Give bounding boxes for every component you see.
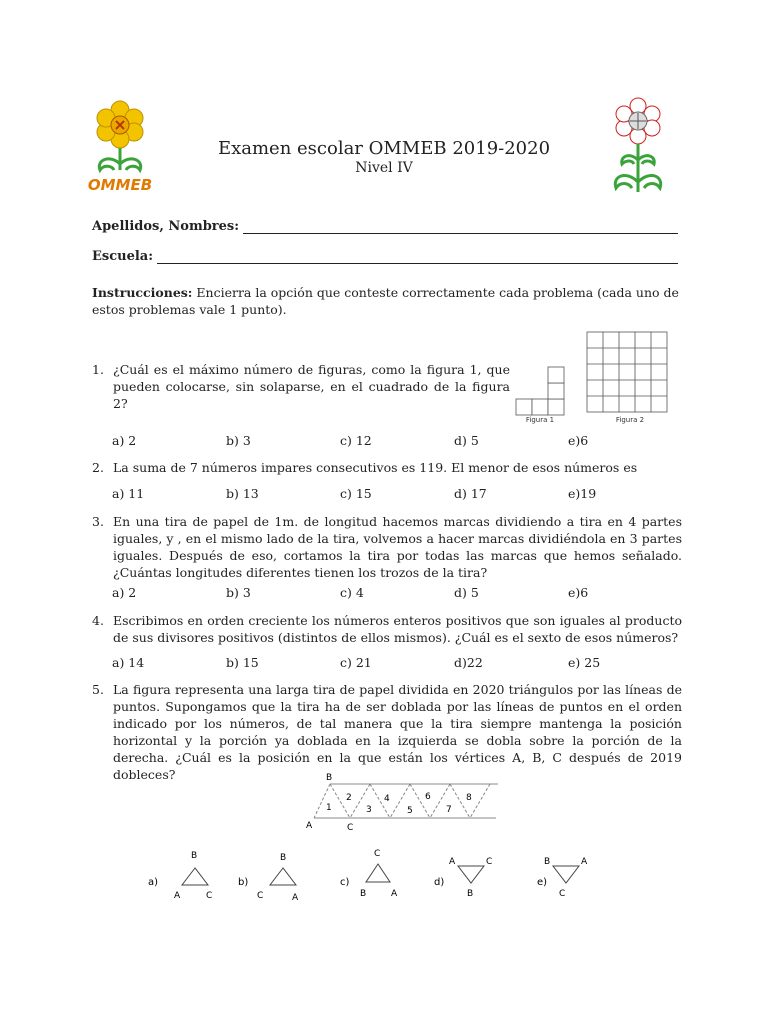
- question-5: [92, 681, 682, 783]
- vertex-label: C: [486, 857, 493, 867]
- option-a[interactable]: a) 2: [112, 433, 137, 448]
- option-a[interactable]: [148, 851, 212, 901]
- school-field[interactable]: [92, 249, 678, 264]
- option-label: e): [537, 877, 548, 888]
- vertex-label: C: [206, 891, 213, 901]
- vertex-label: A: [292, 893, 299, 903]
- question-text: La figura representa una larga tira de papel dividida en 2020 triángulos por las líneas de puntos. Supongamos que la tira ha de ser doblada por las líneas de puntos en el orden indicado por los números, de tal manera que la tira siempre mantenga la posición horizontal y la porción ya doblada en la izquierda se dobla sobre la porción de la derecha. ¿Cuál es la posición en la que están los vértices A, B, C después de 2019 dobleces?: [113, 682, 682, 782]
- vertex-label: A: [449, 857, 456, 867]
- vertex-label: C: [374, 849, 381, 859]
- school-label: Escuela:: [92, 249, 154, 264]
- option-label: a): [148, 877, 159, 888]
- triangle-up: [366, 864, 390, 882]
- option-label: d): [434, 877, 445, 888]
- option-e[interactable]: [537, 857, 588, 899]
- vertex-label: B: [191, 851, 198, 861]
- triangle-up: [182, 868, 208, 885]
- question-text: En una tira de papel de 1m. de longitud hacemos marcas dividiendo a tira en 4 partes iguales, y , en el mismo lado de la tira, volvemos a hacer marcas dividiéndola en 3 partes iguales. Después de eso, cortamos la tira por todas las marcas que hemos señalado. ¿Cuántas longitudes diferentes tienen los trozos de la tira?: [113, 514, 682, 580]
- question-2-options: [112, 486, 682, 501]
- folding-strip-figure: [300, 770, 530, 836]
- instructions: [92, 284, 682, 318]
- strip-number: 8: [466, 793, 472, 803]
- instructions-label: Instrucciones:: [92, 285, 193, 300]
- option-c[interactable]: c) 21: [340, 655, 372, 670]
- question-text: ¿Cuál es el máximo número de figuras, como la figura 1, que pueden colocarse, sin solaparse, en el cuadrado de la figura 2?: [113, 362, 510, 411]
- strip-number: 6: [425, 792, 431, 802]
- question-1-options: [112, 433, 682, 448]
- option-e[interactable]: e)6: [568, 433, 589, 448]
- vertex-label: B: [467, 889, 474, 899]
- option-d[interactable]: d) 17: [454, 486, 487, 501]
- question-3: [92, 513, 682, 581]
- question-number: 4.: [92, 613, 104, 628]
- strip-number: 4: [384, 794, 390, 804]
- option-a[interactable]: a) 2: [112, 585, 137, 600]
- strip-number: 3: [366, 805, 372, 815]
- figure-2-caption: Figura 2: [615, 416, 645, 424]
- option-a[interactable]: a) 11: [112, 486, 145, 501]
- names-label: Apellidos, Nombres:: [92, 219, 240, 234]
- option-d[interactable]: [434, 857, 492, 899]
- option-c[interactable]: [340, 849, 398, 899]
- question-5-answer-options: [140, 844, 600, 904]
- strip-fold-lines: [314, 784, 490, 818]
- option-c[interactable]: c) 12: [340, 433, 372, 448]
- logo-left-text: OMMEB: [88, 176, 152, 194]
- instructions-text: Encierra la opción que conteste correctamente cada problema (cada uno de estos problemas vale 1 punto).: [92, 285, 679, 317]
- question-number: 2.: [92, 460, 104, 475]
- figure-2-grid: [587, 332, 667, 412]
- option-b[interactable]: b) 13: [226, 486, 259, 501]
- strip-number: 2: [346, 793, 352, 803]
- option-c[interactable]: c) 4: [340, 585, 364, 600]
- question-3-options: [112, 585, 682, 600]
- vertex-label: C: [257, 891, 264, 901]
- names-field[interactable]: [92, 219, 678, 234]
- question-1: [92, 361, 510, 412]
- school-line[interactable]: [157, 249, 678, 264]
- option-d[interactable]: d) 5: [454, 433, 479, 448]
- option-b[interactable]: b) 3: [226, 433, 251, 448]
- option-b[interactable]: [238, 853, 299, 903]
- question-2: [92, 459, 682, 476]
- option-e[interactable]: e)19: [568, 486, 597, 501]
- triangle-down: [553, 866, 579, 883]
- vertex-label: B: [544, 857, 551, 867]
- triangle-down: [458, 866, 484, 883]
- strip-vertex-b: B: [326, 773, 333, 783]
- question-1-figures: [512, 328, 672, 426]
- strip-number: 7: [446, 805, 452, 815]
- vertex-label: C: [559, 889, 566, 899]
- option-c[interactable]: c) 15: [340, 486, 372, 501]
- option-e[interactable]: e)6: [568, 585, 589, 600]
- strip-vertex-a: A: [306, 821, 313, 831]
- option-label: c): [340, 877, 350, 888]
- question-4-options: [112, 655, 682, 670]
- option-d[interactable]: d)22: [454, 655, 483, 670]
- figure-1-caption: Figura 1: [525, 416, 555, 424]
- question-4: [92, 612, 682, 646]
- triangle-up: [270, 868, 296, 885]
- option-label: b): [238, 877, 249, 888]
- strip-number: 1: [326, 803, 332, 813]
- option-d[interactable]: d) 5: [454, 585, 479, 600]
- exam-title: Examen escolar OMMEB 2019-2020: [217, 138, 551, 159]
- question-text: La suma de 7 números impares consecutivos es 119. El menor de esos números es: [113, 460, 638, 475]
- strip-vertex-c: C: [347, 823, 354, 833]
- vertex-label: A: [391, 889, 398, 899]
- question-text: Escribimos en orden creciente los números enteros positivos que son iguales al producto de sus divisores positivos (distintos de ellos mismos). ¿Cuál es el sexto de esos números?: [113, 613, 682, 645]
- vertex-label: A: [174, 891, 181, 901]
- figure-1-shape: [516, 367, 564, 415]
- option-b[interactable]: b) 15: [226, 655, 259, 670]
- vertex-label: A: [581, 857, 588, 867]
- option-b[interactable]: b) 3: [226, 585, 251, 600]
- question-number: 1.: [92, 362, 104, 377]
- option-a[interactable]: a) 14: [112, 655, 145, 670]
- vertex-label: B: [360, 889, 367, 899]
- option-e[interactable]: e) 25: [568, 655, 601, 670]
- question-number: 5.: [92, 682, 104, 697]
- vertex-label: B: [280, 853, 287, 863]
- exam-level: Nivel IV: [355, 160, 413, 176]
- strip-number: 5: [407, 806, 413, 816]
- names-line[interactable]: [243, 219, 678, 234]
- question-number: 3.: [92, 514, 104, 529]
